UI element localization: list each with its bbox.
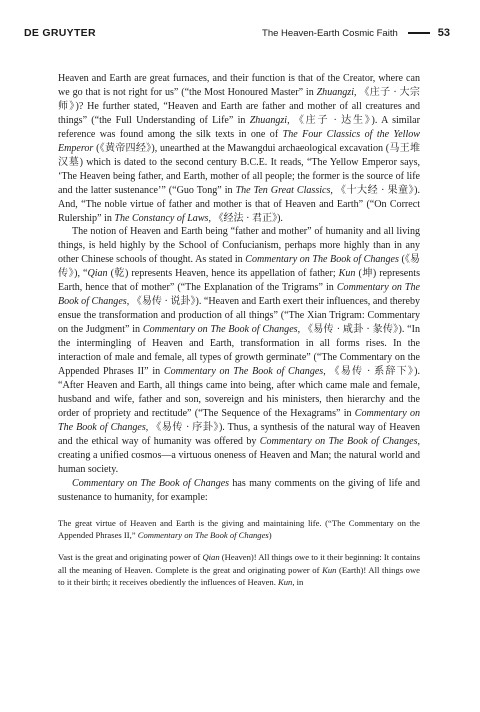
text-run: (Heaven)! All things owe to it their beginning: It contains all the meaning of Heaven. Complete is the great and originating power of [58,552,420,575]
text-run: The notion of Heaven and Earth being “father and mother” of humanity and all living things, is held highly by the School of Confucianism, perhaps more highly than in any other Chinese schools of thought. As stated in [58,226,420,266]
paragraph-3 [58,477,420,505]
italic-title: Commentary on The Book of Changes [58,282,420,308]
text-run: , 《易传 · 说卦》). “Heaven and Earth exert their influences, and thereby ensue the transformation and production of all things” (“The Xian Trigram: Commentary on the Judgment” in [58,296,420,336]
italic-title: Commentary on The Book of Changes [259,435,418,447]
text-run: , 《庄子 · 大宗师》)? He further stated, “Heaven and Earth are father and mother of all creatures and things” (“the Full Understanding of Life” in [58,86,420,126]
text-run: (《易传》), “ [58,254,421,280]
italic-title: Commentary on The Book of Changes [142,324,298,336]
text-run: , creating a unified cosmos—a virtuous oneness of Heaven and Man; the natural world and human society. [58,435,420,475]
italic-title: Kun [338,268,356,280]
publisher-name: DE GRUYTER [24,27,96,39]
text-run: , 《庄子 · 达生》). A similar reference was found among the silk texts in one of [58,114,420,140]
page-header [24,24,450,42]
text-run: , 《十大经 · 果童》). And, “The noble virtue of father and mother is that of Heaven and Earth” (“On Correct Rulership” in [58,184,420,224]
italic-title: Commentary on The Book of Changes [58,407,420,433]
text-run: (《黄帝四经》), unearthed at the Mawangdui archaeological excavation (马王堆汉墓) which is dated to the second century B.C.E. It reads, “The Yellow Emperor says, ‘The Heaven being father, and Earth, mother of all people; the former is the source of life and the latter sustenance’” (“Guo Tong” in [58,142,420,196]
text-run: , in [292,577,304,588]
quote-paragraph-1 [58,517,420,542]
quote-paragraph-2 [58,551,420,588]
italic-title: Kun [278,577,293,588]
italic-title: Commentary on The Book of Changes [163,366,324,378]
italic-title: The Constancy of Laws [114,212,209,224]
italic-title: Commentary on The Book of Changes [72,477,230,489]
text-run: Heaven and Earth are great furnaces, and their function is that of the Creator, where can we go that is not right for us” (“the Most Honoured Master” in [58,73,420,98]
text-run: (坤) represents Earth, hence that of mother” (“The Explanation of the Trigrams” in [58,268,420,294]
italic-title: Zhuangzi [249,114,288,126]
text-run: Vast is the great and originating power of [58,552,203,563]
italic-title: Qian [87,268,108,280]
text-run: , 《易传 · 系辞下》). “After Heaven and Earth, all things came into being, after which came male and female, husband and wife, father and son, sovereign and his ministers, then hierarchy and the order of propriety and rectitude” (“The Sequence of the Hexagrams” in [58,366,421,419]
italic-title: The Four Classics of the Yellow Emperor [58,128,420,154]
text-run: (Earth)! All things owe to it their birth; it receives obediently the influences of Heaven. [58,564,421,588]
text-run: ) [268,529,272,540]
italic-title: Kun [322,564,337,575]
header-rule [408,32,430,34]
running-title: The Heaven-Earth Cosmic Faith [262,27,398,39]
italic-title: Zhuangzi [316,86,354,98]
text-run: , 《易传 · 序卦》). Thus, a synthesis of the natural way of Heaven and the ethical way of humanity was offered by [58,421,420,447]
text-run: (乾) represents Heaven, hence its appellation of father; [107,268,339,280]
paragraph-2 [58,225,420,476]
italic-title: Commentary on The Book of Changes [137,529,269,540]
running-head [262,27,450,39]
paragraph-1 [58,72,420,225]
text-run: , 《易传 · 咸卦 · 彖传》). “In the intermingling of Heaven and Earth, transformation in all forms rises. In the interaction of male and female, all types of growth germinate” (“The Commentary on the Appended Phrases II” in [58,324,420,378]
italic-title: Qian [202,552,220,563]
text-run: has many comments on the giving of life and sustenance to humanity, for example: [58,477,420,503]
text-run: , 《经法 · 君正》). [208,212,283,224]
body-text [58,72,420,599]
italic-title: The Ten Great Classics [235,184,331,196]
italic-title: Commentary on The Book of Changes [245,254,399,266]
text-run: The great virtue of Heaven and Earth is the giving and maintaining life. (“The Commentary on the Appended Phrases II,” [58,517,420,540]
page-number: 53 [437,27,450,39]
block-quote [58,517,420,589]
